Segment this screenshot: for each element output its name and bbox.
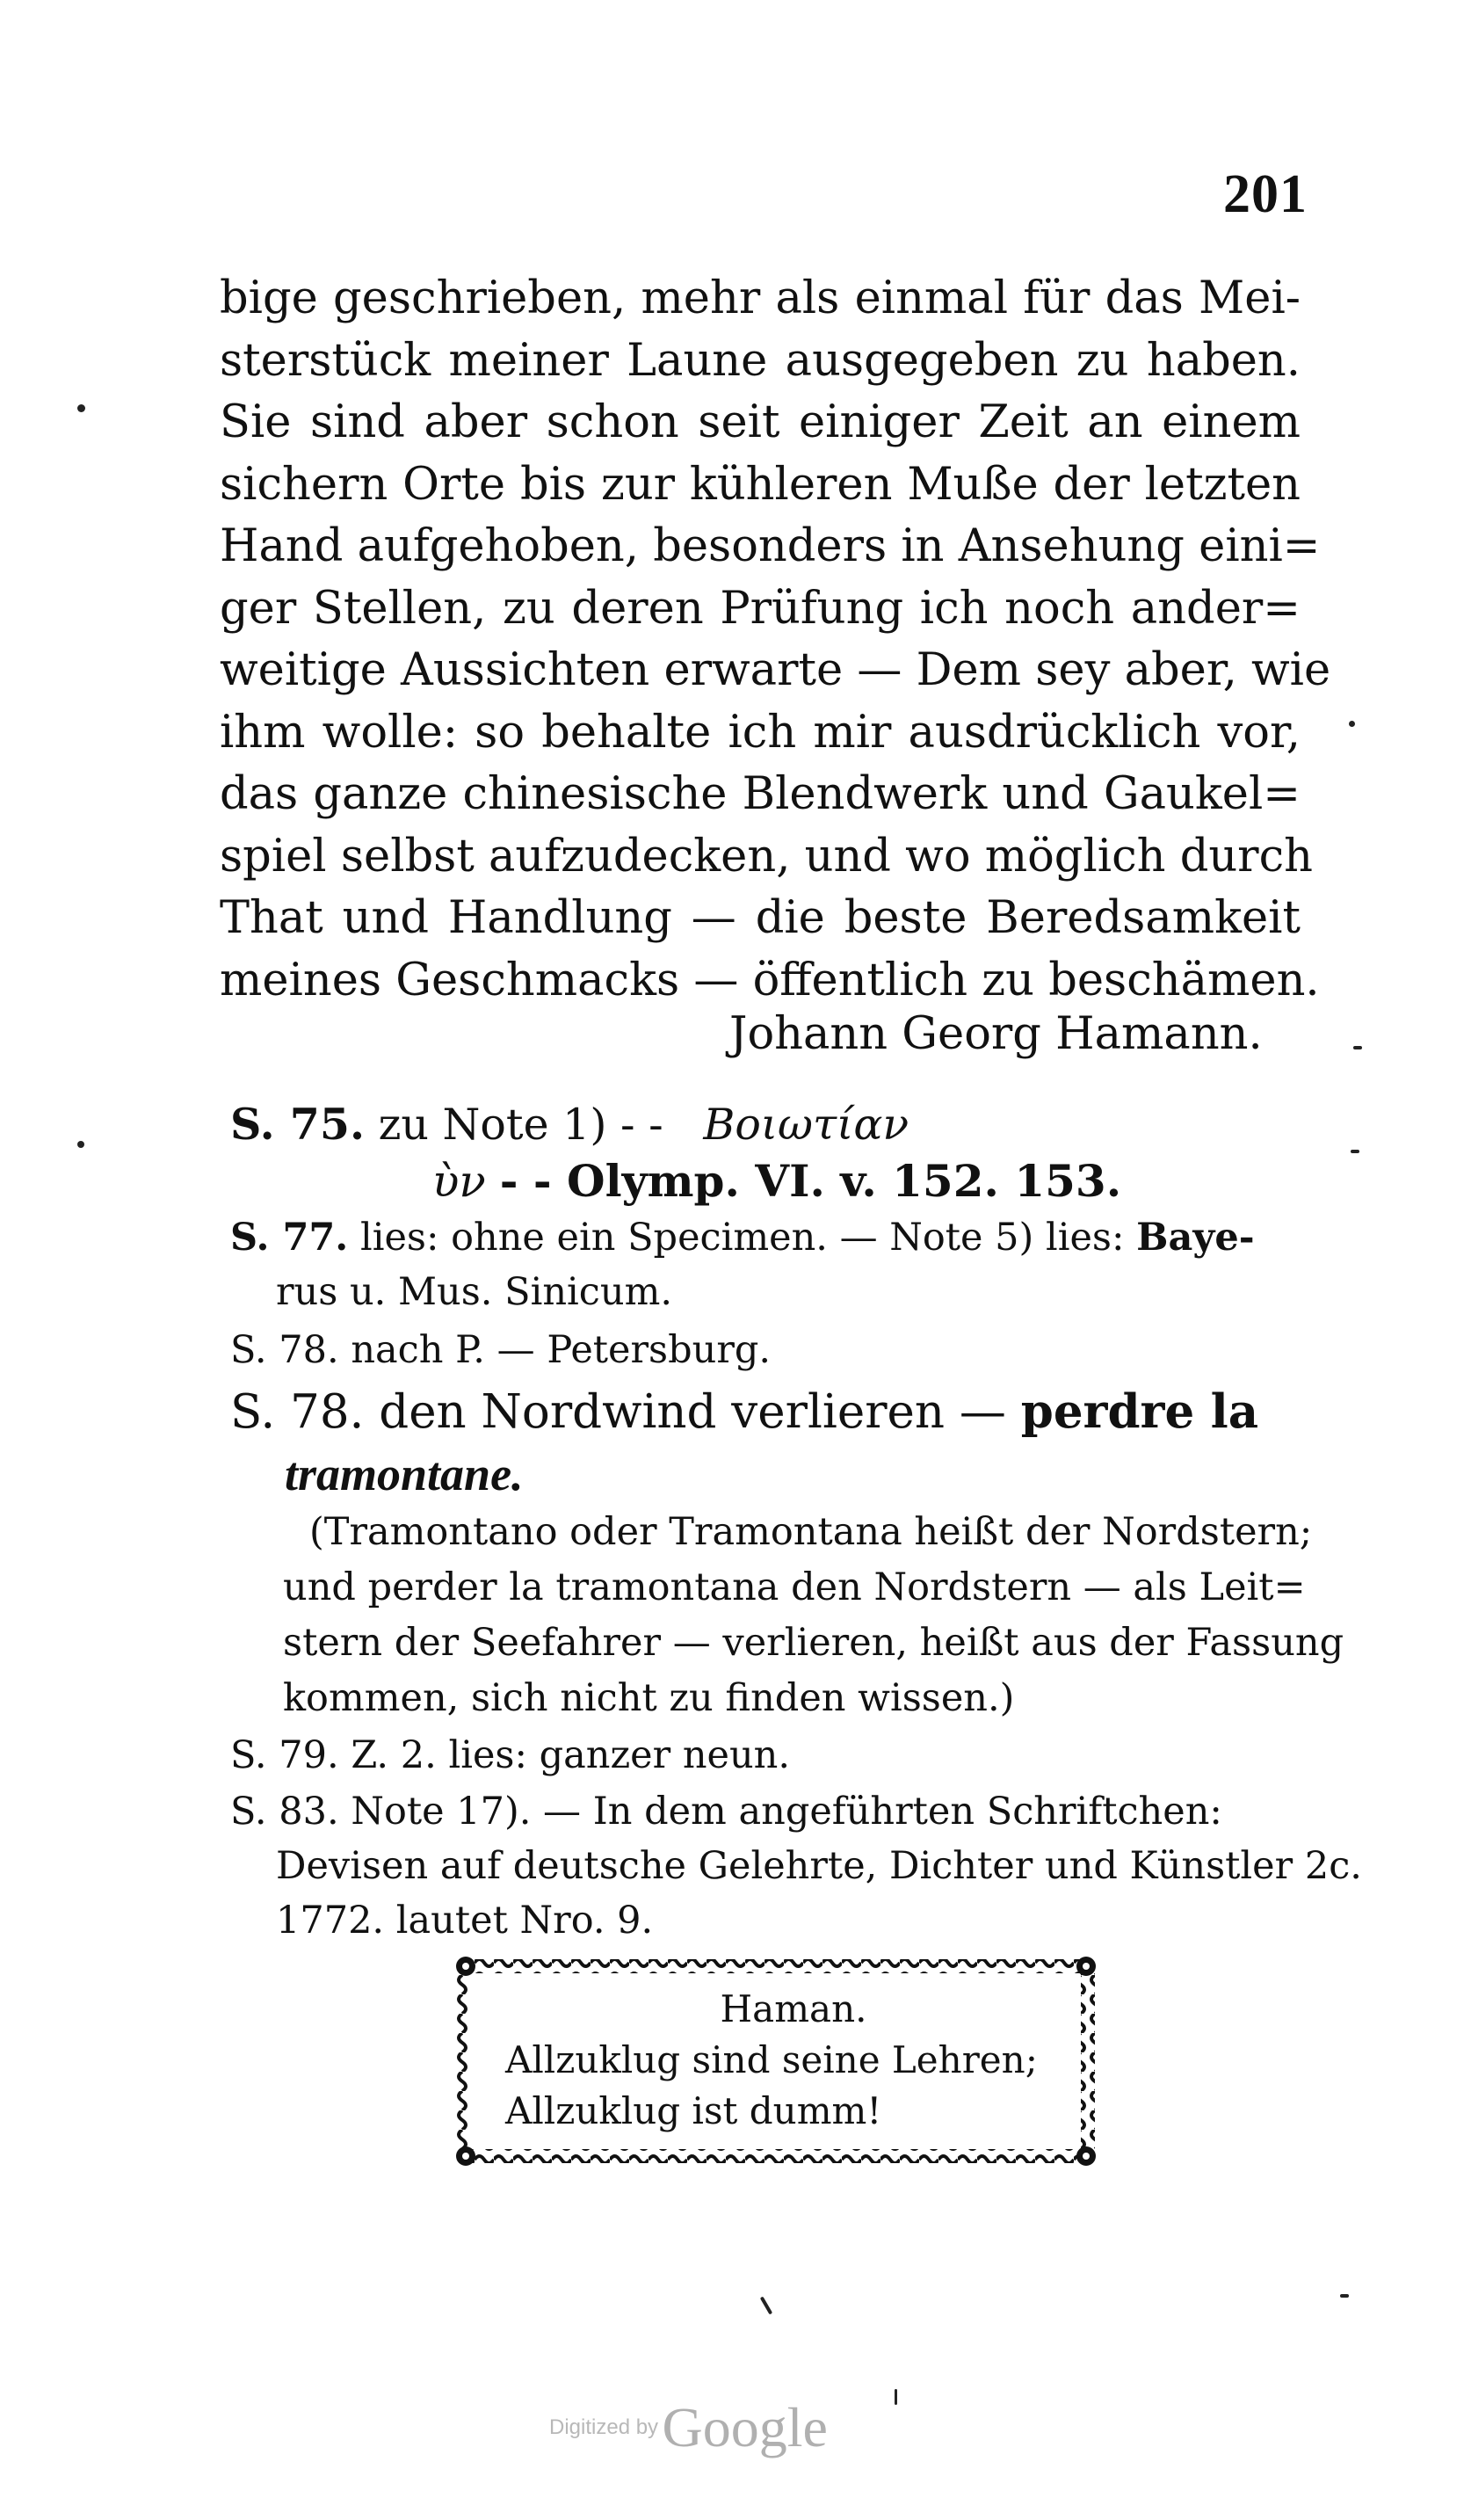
errata-entry-77-cont: rus u. Mus. Sinicum. [276, 1270, 673, 1314]
errata-bold: Baye- [1136, 1216, 1255, 1260]
errata-bold: perdre la [1020, 1384, 1259, 1439]
digitized-watermark [549, 2395, 828, 2460]
errata-entry-79: S. 79. Z. 2. lies: ganzer neun. [230, 1733, 791, 1777]
errata-entry-77 [230, 1210, 1311, 1265]
verse-title: Haman. [720, 1987, 867, 2030]
errata-greek: Βοιωτίαν [703, 1100, 909, 1150]
errata-text: - - Olymp. VI. v. 152. 153. [499, 1155, 1122, 1207]
note-line: (Tramontano oder Tramontana heißt der Nordstern; [309, 1510, 1313, 1554]
verse-line: Allzuklug ist dumm! [505, 2089, 882, 2132]
body-line: ihm wolle: so behalte ich mir ausdrücklich vor, [220, 706, 1301, 759]
body-line: weitige Aussichten erwarte — Dem sey aber, wie [220, 644, 1331, 696]
note-line: und perder la tramontana den Nordstern — als Leit= [283, 1565, 1306, 1609]
errata-entry-75-cont [432, 1155, 1311, 1207]
errata-greek: ὺν [432, 1156, 486, 1207]
body-line: spiel selbst aufzudecken, und wo möglich durch [220, 830, 1313, 882]
watermark-prefix: Digitized by [549, 2415, 659, 2439]
body-line: das ganze chinesische Blendwerk und Gaukel= [220, 768, 1301, 820]
errata-entry-78a: S. 78. nach P. — Petersburg. [230, 1328, 772, 1372]
errata-italic: tramontane. [285, 1448, 524, 1500]
signature: Johann Georg Hamann. [729, 1008, 1263, 1060]
page-number: 201 [1223, 164, 1308, 224]
ink-speck [1349, 721, 1355, 727]
errata-entry-83-cont: Devisen auf deutsche Gelehrte, Dichter und Künstler 2c. [276, 1844, 1362, 1888]
ink-speck [1351, 1150, 1359, 1153]
body-line: Hand aufgehoben, besonders in Ansehung eini= [220, 520, 1321, 572]
ink-speck [895, 2389, 897, 2405]
verse-line: Allzuklug sind seine Lehren; [505, 2038, 1038, 2081]
ornamental-frame [455, 1956, 1097, 2167]
errata-ref: S. 77. [230, 1216, 349, 1260]
note-line: kommen, sich nicht zu finden wissen.) [283, 1676, 1015, 1720]
body-line: bige geschrieben, mehr als einmal für das Mei- [220, 272, 1301, 324]
ink-speck [77, 1141, 84, 1148]
body-line: sterstück meiner Laune ausgegeben zu haben. [220, 334, 1301, 387]
note-line: stern der Seefahrer — verlieren, heißt aus der Fassung [283, 1621, 1344, 1665]
errata-text: lies: ohne ein Specimen. — Note 5) lies: [359, 1216, 1125, 1260]
errata-ref: S. 78. [230, 1385, 365, 1439]
errata-text: den Nordwind verlieren — [379, 1385, 1006, 1439]
errata-text: zu Note 1) - - [378, 1100, 663, 1150]
ink-speck [1353, 1046, 1362, 1049]
body-line: That und Handlung — die beste Beredsamkeit [220, 892, 1301, 944]
ink-speck [760, 2296, 772, 2314]
errata-entry-75 [230, 1099, 1311, 1150]
errata-note-paragraph [283, 1505, 1344, 1726]
google-logo: Google [662, 2396, 828, 2458]
errata-entry-83: S. 83. Note 17). — In dem angeführten Schriftchen: [230, 1790, 1222, 1834]
body-line: meines Geschmacks — öffentlich zu beschämen. [220, 954, 1320, 1006]
body-line: Sie sind aber schon seit einiger Zeit an einem [220, 396, 1301, 448]
errata-ref: S. 75. [230, 1099, 366, 1150]
body-line: sichern Orte bis zur kühleren Muße der letzten [220, 458, 1301, 511]
ink-speck [77, 404, 85, 412]
errata-entry-78b [230, 1381, 1311, 1443]
errata-entry-83-cont: 1772. lautet Nro. 9. [276, 1899, 654, 1943]
frame-verse [455, 1984, 1097, 2137]
errata-section [230, 1099, 1362, 1948]
body-line: ger Stellen, zu deren Prüfung ich noch ander= [220, 582, 1301, 635]
ink-speck [1340, 2294, 1349, 2298]
body-paragraph [220, 268, 1331, 1012]
